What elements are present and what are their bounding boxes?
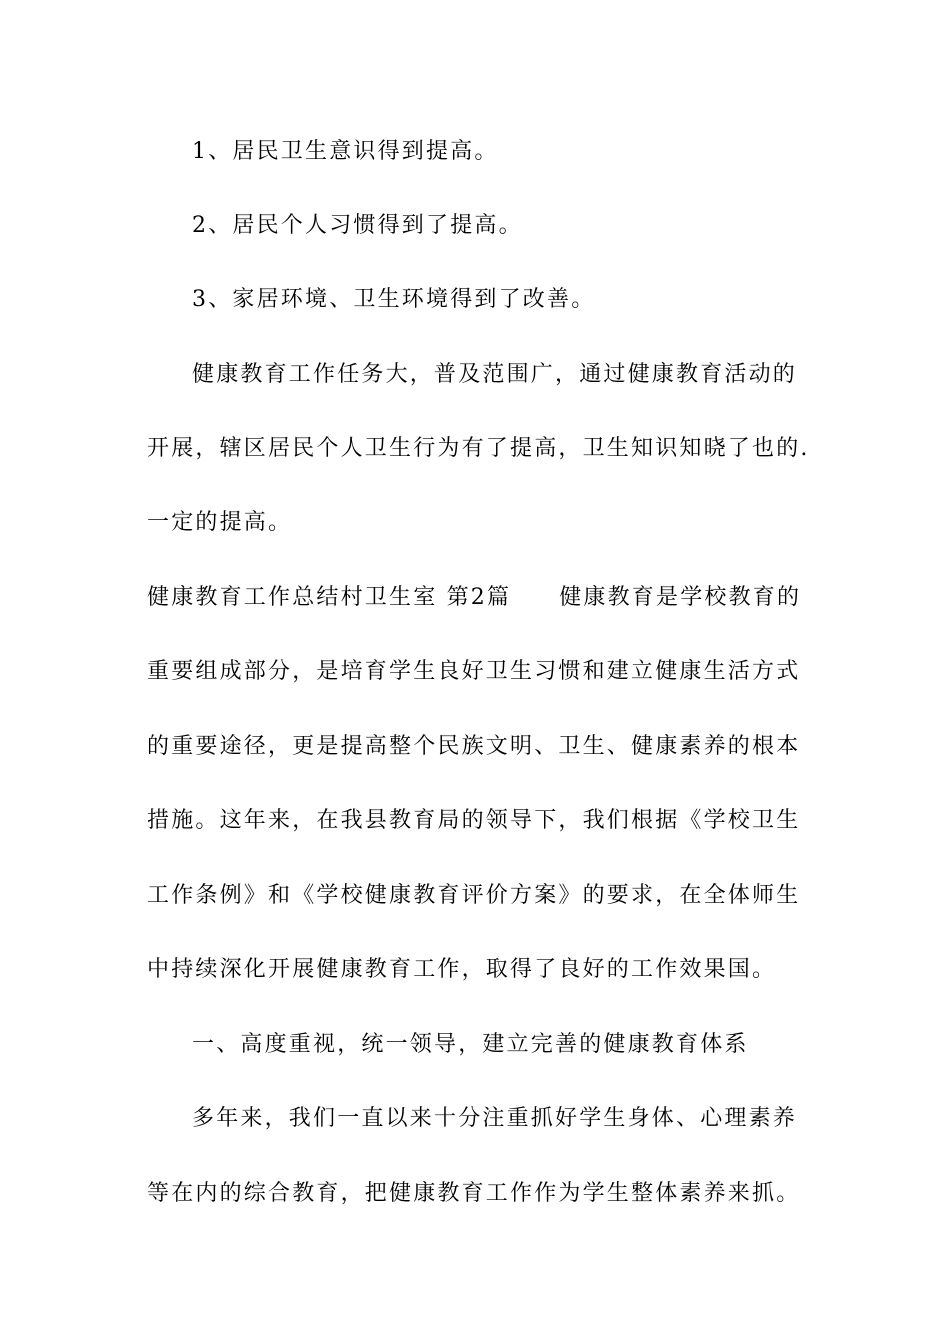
- list-item-2: 2、居民个人习惯得到了提高。: [192, 213, 523, 238]
- paragraph-1-line-2: 开展，辖区居民个人卫生行为有了提高，卫生知识知晓了也的.: [147, 436, 810, 461]
- paragraph-3-line-1: 多年来，我们一直以来十分注重抓好学生身体、心理素养: [192, 1106, 798, 1131]
- section-2-line-3: 的重要途径，更是提高整个民族文明、卫生、健康素养的根本: [147, 734, 801, 759]
- list-item-1: 1、居民卫生意识得到提高。: [192, 139, 499, 164]
- section-2-line-6: 中持续深化开展健康教育工作，取得了良好的工作效果国。: [147, 957, 777, 982]
- paragraph-1-line-1: 健康教育工作任务大，普及范围广，通过健康教育活动的: [192, 362, 798, 387]
- section-2-line-4: 措施。这年来，在我县教育局的领导下，我们根据《学校卫生: [147, 808, 801, 833]
- section-2-line-5: 工作条例》和《学校健康教育评价方案》的要求，在全体师生: [147, 883, 801, 908]
- paragraph-1-line-3: 一定的提高。: [147, 510, 293, 535]
- section-2-text-start: 健康教育是学校教育的: [559, 585, 802, 610]
- list-item-3: 3、家居环境、卫生环境得到了改善。: [192, 287, 596, 312]
- paragraph-3-line-2: 等在内的综合教育，把健康教育工作作为学生整体素养来抓。: [147, 1181, 801, 1206]
- subheading-1: 一、高度重视，统一领导，建立完善的健康教育体系: [192, 1032, 749, 1057]
- section-2-line-2: 重要组成部分，是培育学生良好卫生习惯和建立健康生活方式: [147, 659, 801, 684]
- section-2-heading: 健康教育工作总结村卫生室 第2篇: [147, 585, 512, 610]
- section-2-first-line: [147, 583, 807, 613]
